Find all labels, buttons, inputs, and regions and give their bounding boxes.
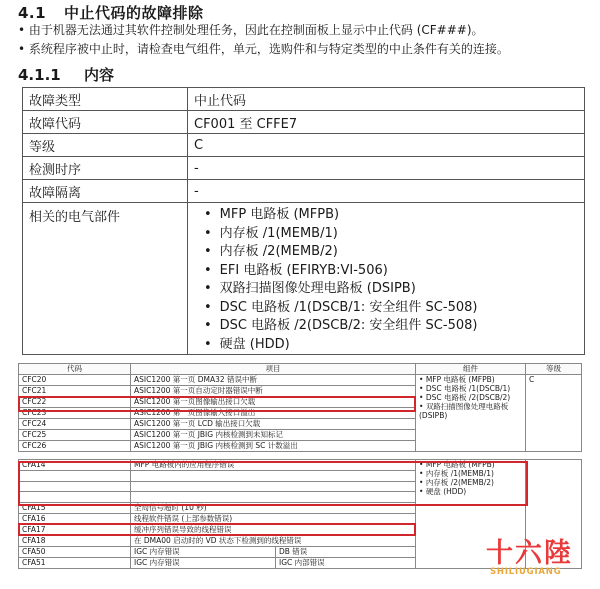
section-number: 4.1	[18, 4, 47, 22]
table-row: CFA14 MFP 电路板内的应用程序错误 • MFP 电路板 (MFPB) • 内存板 /1(MEMB/1) • 内存板 /2(MEMB/2) • 硬盘 (HDD)	[19, 460, 582, 471]
list-item: • 内存板 /1(MEMB/1)	[204, 225, 578, 244]
list-item: • MFP 电路板 (MFPB)	[204, 206, 578, 225]
list-item: • 硬盘 (HDD)	[204, 336, 578, 355]
section-heading	[18, 2, 204, 23]
highlight-box-cfc22	[18, 396, 416, 412]
content-table	[22, 87, 585, 355]
intro-bullets	[18, 21, 598, 59]
table-row: CFC24 ASIC1200 第一页 LCD 输出接口欠载	[19, 419, 582, 430]
table-row: CFC23 ASIC1200 第一页图像输入接口溢出	[19, 408, 582, 419]
subsection-heading	[18, 64, 114, 85]
watermark-glyphs: 十六陸	[486, 538, 573, 569]
table-header-row: 代码 项目 组件 等级	[19, 364, 582, 375]
table-row: CFC21 ASIC1200 第一页自动定时器错误中断	[19, 386, 582, 397]
parts-list	[194, 206, 578, 354]
bullet-item: • 由于机器无法通过其软件控制处理任务，因此在控制面板上显示中止代码 (CF###)。	[18, 23, 484, 37]
table-row: CFA15 全局信号超时 (10 秒)	[19, 502, 582, 513]
table-row: CFA18 在 DMA00 启动时的 VD 状态下检测到的线程错误	[19, 535, 582, 546]
parts-cell: • MFP 电路板 (MFPB) • 内存板 /1(MEMB/1) • 内存板 /2(MEMB/2) • 硬盘 (HDD)	[416, 460, 526, 569]
list-item: • EFI 电路板 (EFIRYB:VI-506)	[204, 262, 578, 281]
parts-cell: • MFP 电路板 (MFPB) • DSC 电路板 /1(DSCB/1) • DSC 电路板 /2(DSCB/2) • 双路扫描图像处理电路板 (DSIPB)	[416, 375, 526, 452]
table-row: CFA51 IGC 内存错误 IGC 内部错误	[19, 557, 582, 568]
section-title: 中止代码的故障排除	[64, 4, 204, 22]
list-item: • DSC 电路板 /2(DSCB/2: 安全组件 SC-508)	[204, 317, 578, 336]
list-item: • 内存板 /2(MEMB/2)	[204, 243, 578, 262]
table-row: CFA50 IGC 内存错误 DB 错误	[19, 546, 582, 557]
highlight-box-cfa14	[18, 461, 528, 506]
list-item: • 双路扫描图像处理电路板 (DSIPB)	[204, 280, 578, 299]
table-row: 故障代码 CF001 至 CFFE7	[23, 111, 585, 134]
table-row: 故障类型 中止代码	[23, 88, 585, 111]
bullet-item: • 系统程序被中止时，请检查电气组件，单元，选购件和与特定类型的中止条件有关的连接。	[18, 42, 509, 56]
watermark-logo	[484, 531, 594, 585]
table-row: 相关的电气部件 • MFP 电路板 (MFPB) • 内存板 /1(MEMB/1) • 内存板 /2(MEMB/2) • EFI 电路板 (EFIRYB:VI-506) • 双路扫描图像处理电路板 (DSIPB) • DSC 电路板 /1(DSCB/1: 安全组件 SC-508) • DSC 电路板 /2(DSCB/2: 安全组件 SC-508) • 硬盘 (HDD)	[23, 203, 585, 355]
list-item: • DSC 电路板 /1(DSCB/1: 安全组件 SC-508)	[204, 299, 578, 318]
subsection-title: 内容	[84, 66, 115, 84]
highlight-box-cfa17	[18, 523, 416, 536]
table-row: 等级 C	[23, 134, 585, 157]
table-row: 检测时序 -	[23, 157, 585, 180]
subsection-number: 4.1.1	[18, 66, 61, 84]
table-row: CFA17 缓冲序列错误导致的线程错误	[19, 524, 582, 535]
table-row: 故障隔离 -	[23, 180, 585, 203]
watermark-latin: SHILIUGIANG	[490, 567, 562, 577]
table-row: CFC22 ASIC1200 第一页图像输出接口欠载	[19, 397, 582, 408]
table-row: CFC26 ASIC1200 第一页 JBIG 内核检测到 SC 计数溢出	[19, 441, 582, 452]
table-row: CFC25 ASIC1200 第一页 JBIG 内核检测到未知标记	[19, 430, 582, 441]
table-row: CFC20 ASIC1200 第一页 DMA32 错误中断 • MFP 电路板 (MFPB) • DSC 电路板 /1(DSCB/1) • DSC 电路板 /2(DSCB/2) • 双路扫描图像处理电路板 (DSIPB) C	[19, 375, 582, 386]
table-row: CFA16 线程软件错误 (上部参数错误)	[19, 513, 582, 524]
table-gap	[19, 452, 582, 460]
